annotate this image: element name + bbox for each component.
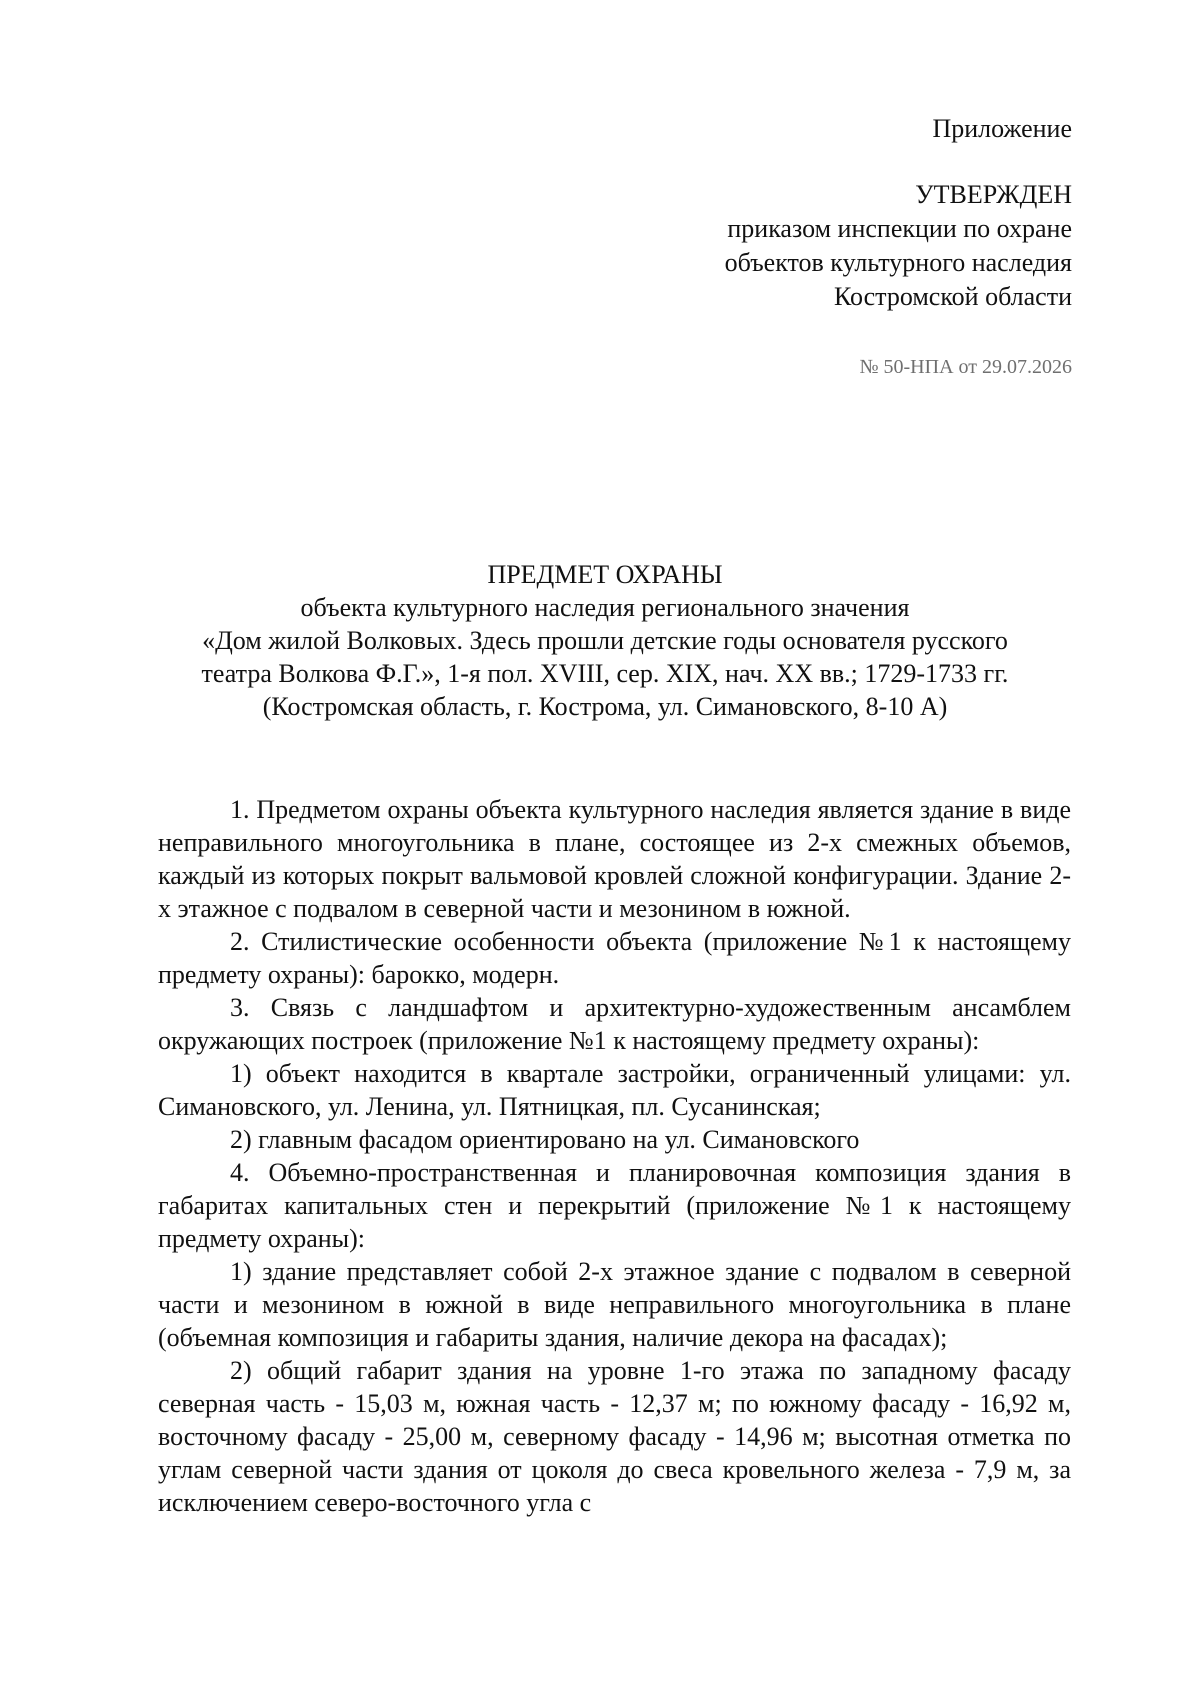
paragraph-4-item-1: 1) здание представляет собой 2-х этажное здание с подвалом в северной части и мезонином в южной в виде неправильного многоугольника в плане (объемная композиция и габариты здания, наличие декора на фасадах); — [158, 1257, 1071, 1352]
paragraph-3-item-1: 1) объект находится в квартале застройки, ограниченный улицами: ул. Симановского, ул. Ленина, ул. Пятницкая, пл. Сусанинская; — [158, 1059, 1071, 1121]
heading-line-1: объекта культурного наследия регионального значения — [300, 593, 910, 622]
approval-line-2: объектов культурного наследия — [724, 248, 1072, 277]
approval-block — [725, 112, 1072, 382]
approved-label: УТВЕРЖДЕН — [915, 180, 1072, 209]
document-body — [158, 793, 1071, 1519]
paragraph-3-item-2: 2) главным фасадом ориентировано на ул. Симановского — [230, 1125, 860, 1154]
order-number: № 50-НПА от 29.07.2026 — [859, 356, 1072, 378]
paragraph-4: 4. Объемно-пространственная и планировочная композиция здания в габаритах капитальных стен и перекрытий (приложение №1 к настоящему предмету охраны): — [158, 1158, 1071, 1253]
approval-line-1: приказом инспекции по охране — [727, 214, 1072, 243]
paragraph-4-item-2: 2) общий габарит здания на уровне 1-го этажа по западному фасаду северная часть - 15,03 м, южная часть - 12,37 м; по южному фасаду - 16,92 м, восточному фасаду - 25,00 м, северному фасаду - 14,96 м; высотная отметка по углам северной части здания от цоколя до свеса кровельного железа - 7,9 м, за исключением северо-восточного угла с — [158, 1356, 1071, 1517]
heading-line-3: театра Волкова Ф.Г.», 1-я пол. XVIII, сер. XIX, нач. XX вв.; 1729-1733 гг. — [201, 659, 1009, 688]
heading-line-2: «Дом жилой Волковых. Здесь прошли детские годы основателя русского — [202, 626, 1008, 655]
paragraph-1: 1. Предметом охраны объекта культурного наследия является здание в виде неправильного многоугольника в плане, состоящее из 2-х смежных объемов, каждый из которых покрыт вальмовой кровлей сложной конфигурации. Здание 2-х этажное с подвалом в северной части и мезонином в южной. — [158, 795, 1071, 923]
heading-line-4: (Костромская область, г. Кострома, ул. Симановского, 8-10 А) — [262, 692, 948, 721]
document-heading — [140, 558, 1070, 723]
appendix-label: Приложение — [932, 114, 1072, 143]
paragraph-3: 3. Связь с ландшафтом и архитектурно-художественным ансамблем окружающих построек (приложение №1 к настоящему предмету охраны): — [158, 993, 1071, 1055]
document-title: ПРЕДМЕТ ОХРАНЫ — [487, 560, 723, 589]
paragraph-2: 2. Стилистические особенности объекта (приложение №1 к настоящему предмету охраны): барокко, модерн. — [158, 927, 1071, 989]
approval-line-3: Костромской области — [833, 282, 1072, 311]
